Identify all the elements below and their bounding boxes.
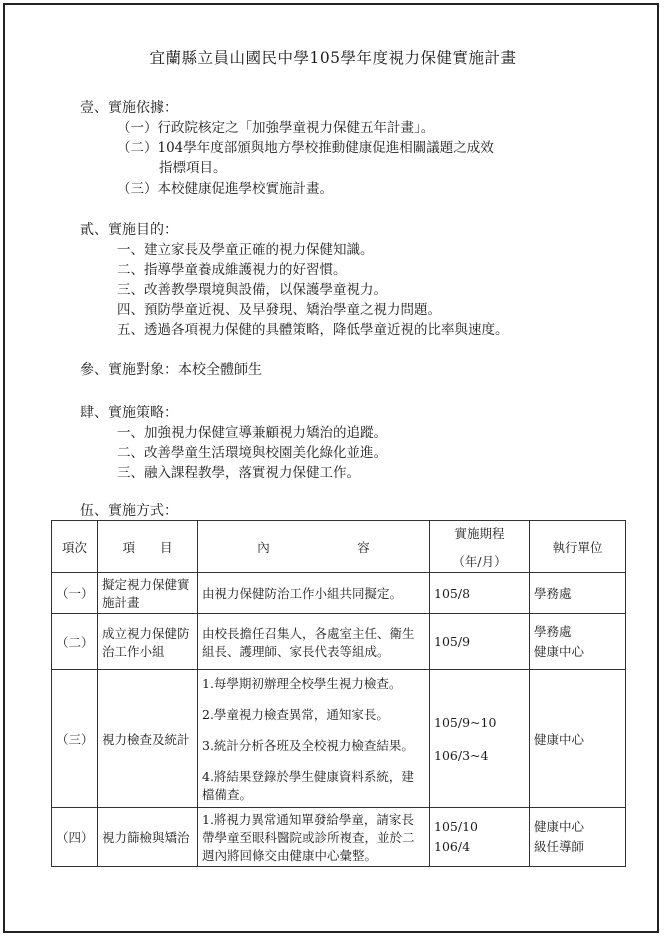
section-1-item: （一）行政院核定之「加強學童視力保健五年計畫」。: [117, 120, 435, 136]
section-2-item: 四、預防學童近視、及早發現、矯治學童之視力問題。: [117, 302, 441, 318]
content-line: 1.每學期初辦理全校學生視力檢查。: [202, 676, 402, 691]
row-unit-line: 健康中心: [534, 819, 585, 834]
section-2-item: 二、指導學童養成維護視力的好習慣。: [117, 262, 347, 278]
row-item: 擬定視力保健實施計畫: [98, 573, 198, 614]
row-period: [430, 808, 530, 867]
header-content: 內 容: [198, 521, 430, 573]
row-content: 由視力保健防治工作小組共同擬定。: [198, 573, 430, 614]
period-line: 106/4: [434, 839, 471, 854]
section-2-heading: 貳、實施目的：: [80, 222, 178, 238]
row-content: [198, 670, 430, 808]
row-item: 視力檢查及統計: [98, 670, 198, 808]
implementation-table: [51, 520, 626, 867]
row-period: [430, 670, 530, 808]
header-unit: 執行單位: [530, 521, 626, 573]
row-content: 由校長擔任召集人，各處室主任、衛生組長、護理師、家長代表等組成。: [198, 614, 430, 670]
row-no: （一）: [52, 573, 98, 614]
period-line: 105/10: [434, 819, 478, 834]
section-1-item-continued: 指標項目。: [159, 160, 227, 176]
row-no: （三）: [52, 670, 98, 808]
section-4-heading: 肆、實施策略：: [80, 405, 178, 421]
document-title: 宜蘭縣立員山國民中學105學年度視力保健實施計畫: [149, 49, 517, 67]
section-4-item: 二、改善學童生活環境與校園美化綠化並進。: [117, 445, 387, 461]
header-period-unit: （年/月）: [452, 553, 507, 569]
table-row: [52, 808, 626, 867]
row-no: （二）: [52, 614, 98, 670]
row-unit-line: 級任導師: [534, 839, 585, 854]
table-header-row: [52, 521, 626, 573]
header-period: [430, 521, 530, 573]
row-unit: 學務處: [530, 573, 626, 614]
section-4-item: 一、加強視力保健宣導兼顧視力矯治的追蹤。: [117, 425, 387, 441]
section-5-heading: 伍、實施方式：: [80, 503, 178, 519]
row-unit: 健康中心: [530, 670, 626, 808]
header-item: 項 目: [98, 521, 198, 573]
table-row: [52, 614, 626, 670]
row-unit: [530, 808, 626, 867]
section-2-item: 三、改善教學環境與設備，以保護學童視力。: [117, 282, 387, 298]
section-2-item: 五、透過各項視力保健的具體策略，降低學童近視的比率與速度。: [117, 322, 509, 338]
row-unit-line: 學務處: [534, 623, 572, 639]
row-period: 105/9: [430, 614, 530, 670]
section-1-heading: 壹、實施依據：: [80, 100, 178, 116]
content-line: 4.將結果登錄於學生健康資料系統，建檔備查。: [202, 769, 414, 802]
section-4-item: 三、融入課程教學，落實視力保健工作。: [117, 465, 360, 481]
row-unit: [530, 614, 626, 670]
header-no: 項次: [52, 521, 98, 573]
period-line: 106/3~4: [434, 747, 489, 763]
content-line: 2.學童視力檢查異常，通知家長。: [202, 707, 389, 722]
row-item: 視力篩檢與矯治: [98, 808, 198, 867]
row-period: 105/8: [430, 573, 530, 614]
section-1-item: （三）本校健康促進學校實施計畫。: [117, 181, 333, 197]
section-2-item: 一、建立家長及學童正確的視力保健知識。: [117, 242, 374, 258]
table-row: [52, 670, 626, 808]
section-3-heading: 參、實施對象：本校全體師生: [80, 362, 262, 378]
row-unit-line: 健康中心: [534, 643, 585, 659]
table-row: [52, 573, 626, 614]
header-period-label: 實施期程: [454, 525, 505, 541]
row-content: 1.將視力異常通知單發給學童，請家長帶學童至眼科醫院或診所複查，並於二週內將回條交由健康中心彙整。: [198, 808, 430, 867]
period-line: 105/9~10: [434, 714, 497, 730]
content-line: 3.統計分析各班及全校視力檢查結果。: [202, 738, 414, 753]
section-1-item: （二）104學年度部頒與地方學校推動健康促進相關議題之成效: [117, 140, 494, 156]
row-item: 成立視力保健防治工作小組: [98, 614, 198, 670]
row-no: （四）: [52, 808, 98, 867]
